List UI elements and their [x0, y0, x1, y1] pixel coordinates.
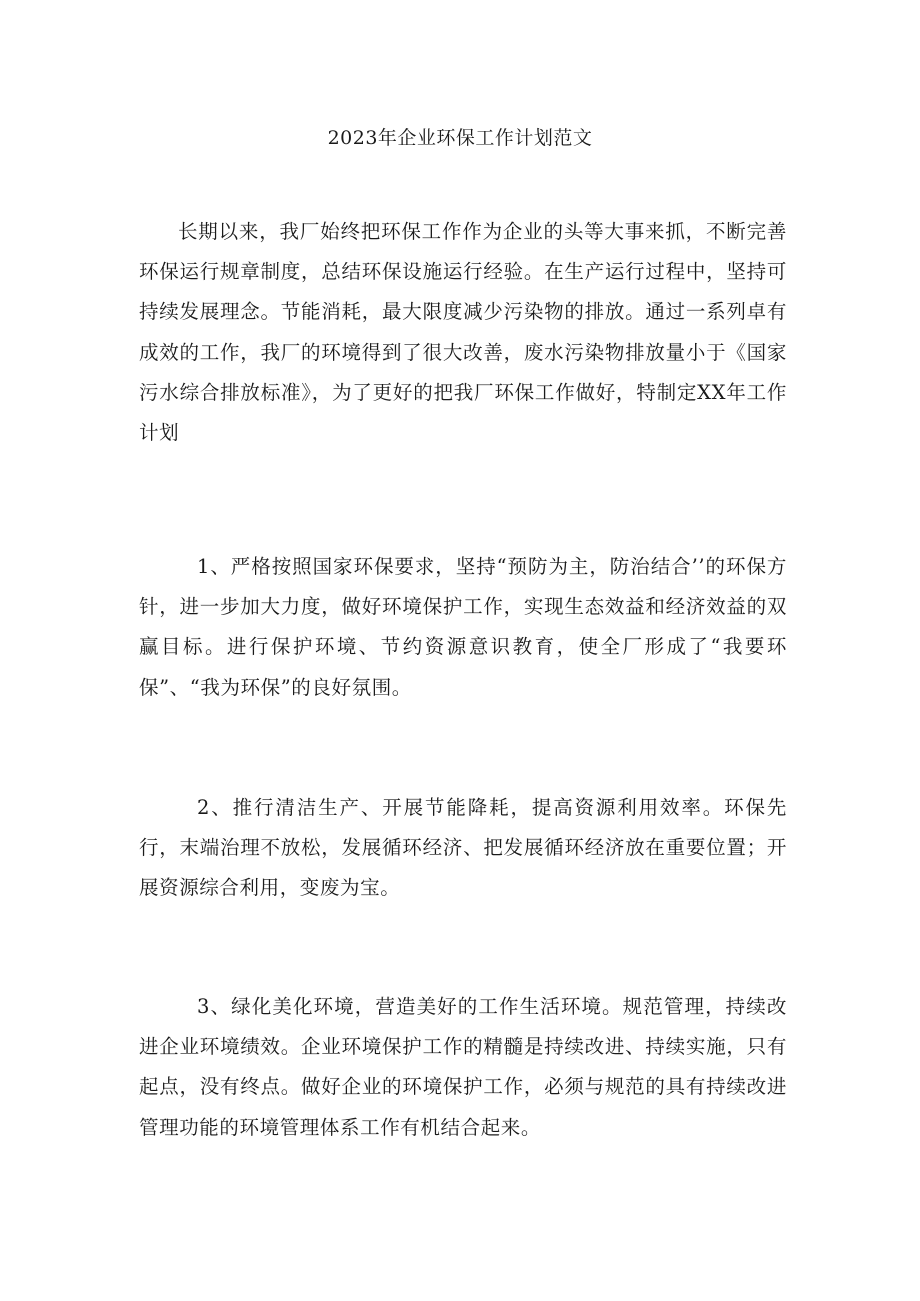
intro-paragraph: 长期以来，我厂始终把环保工作作为企业的头等大事来抓，不断完善环保运行规章制度，总结环保设施运行经验。在生产运行过程中，坚持可持续发展理念。节能消耗，最大限度减少污染物的排放。通过一系列卓有成效的工作，我厂的环境得到了很大改善，废水污染物排放量小于《国家污水综合排放标准》，为了更好的把我厂环保工作做好，特制定XX年工作计划 [139, 220, 787, 445]
plan-item-3-paragraph: 3、绿化美化环境，营造美好的工作生活环境。规范管理，持续改进企业环境绩效。企业环境保护工作的精髓是持续改进、持续实施，只有起点，没有终点。做好企业的环境保护工作，必须与规范的具有持续改进管理功能的环境管理体系工作有机结合起来。 [139, 995, 787, 1139]
document-title: 2023年企业环保工作计划范文 [327, 127, 593, 149]
plan-item-2-paragraph: 2、推行清洁生产、开展节能降耗，提高资源利用效率。环保先行，末端治理不放松，发展循环经济、把发展循环经济放在重要位置；开展资源综合利用，变废为宝。 [139, 796, 787, 900]
plan-item-1-paragraph: 1、严格按照国家环保要求，坚持“预防为主，防治结合’’的环保方针，进一步加大力度，做好环境保护工作，实现生态效益和经济效益的双赢目标。进行保护环境、节约资源意识教育，使全厂形成了“我要环保”、“我为环保”的良好氛围。 [139, 555, 787, 699]
